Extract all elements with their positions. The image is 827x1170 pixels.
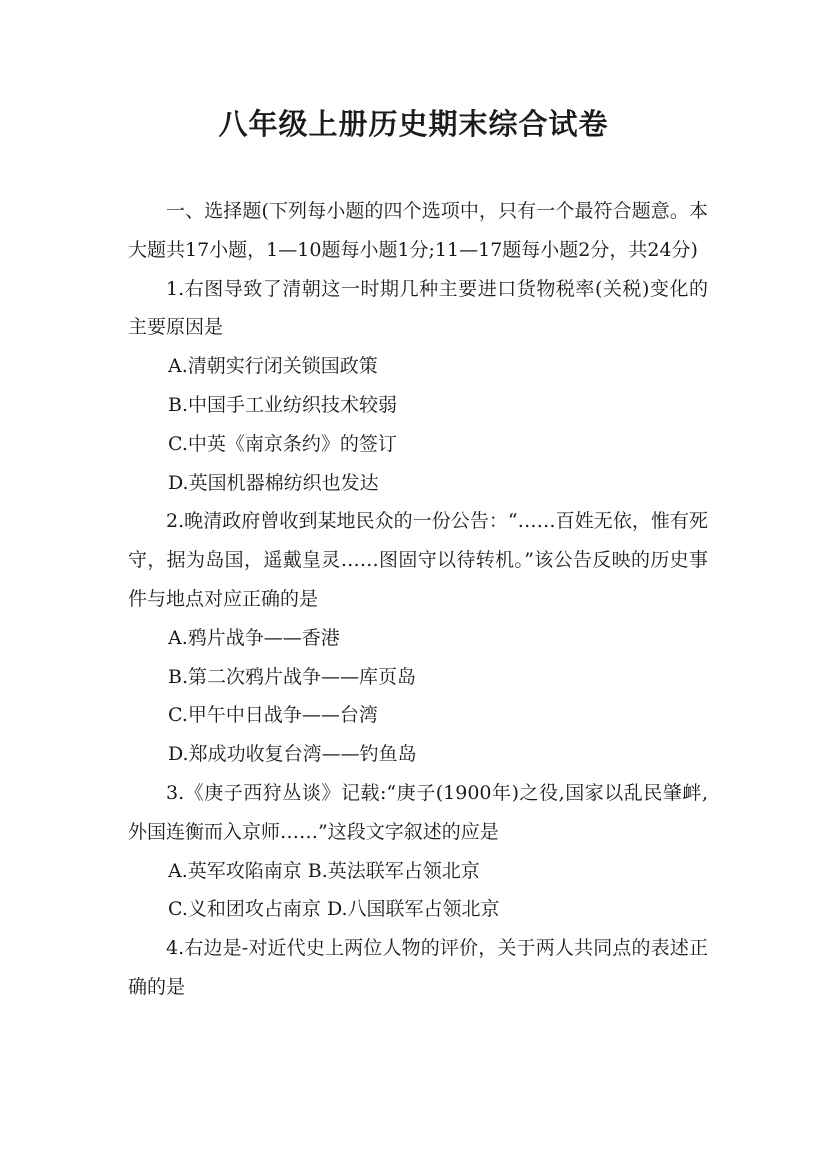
option-d: D.英国机器棉纺织也发达 [168,471,379,494]
question-stem: 2.晚清政府曾收到某地民众的一份公告：“……百姓无依，惟有死守，据为岛国，遥戴皇灵……图固守以待转机。”该公告反映的历史事件与地点对应正确的是 [128,510,708,610]
exam-body [128,192,708,1007]
option-ab: A.英军攻陷南京 B.英法联军占领北京 [168,859,480,882]
option-c: C.甲午中日战争——台湾 [168,704,378,727]
question-3 [128,774,708,929]
option-b: B.中国手工业纺织技术较弱 [168,393,398,416]
option-b: B.第二次鸦片战争——库页岛 [168,665,417,688]
option-a: A.鸦片战争——香港 [168,626,340,649]
question-1 [128,270,708,503]
question-stem: 1.右图导致了清朝这一时期几种主要进口货物税率(关税)变化的主要原因是 [128,277,708,339]
question-stem: 4.右边是-对近代史上两位人物的评价，关于两人共同点的表述正确的是 [128,937,708,998]
question-4 [128,929,708,1007]
page-title: 八年级上册历史期末综合试卷 [218,107,609,141]
option-a: A.清朝实行闭关锁国政策 [168,355,378,378]
option-cd: C.义和团攻占南京 D.八国联军占领北京 [168,898,500,921]
question-2 [128,502,708,774]
section-intro: 一、选择题(下列每小题的四个选项中，只有一个最符合题意。本大题共17小题，1—10题每小题1分;11—17题每小题2分，共24分) [128,200,708,261]
option-d: D.郑成功收复台湾——钓鱼岛 [168,743,417,766]
option-c: C.中英《南京条约》的签订 [168,432,397,455]
question-stem: 3.《庚子西狩丛谈》记载:“庚子(1900年)之役,国家以乱民肇衅,外国连衡而入京师……”这段文字叙述的应是 [128,781,708,843]
